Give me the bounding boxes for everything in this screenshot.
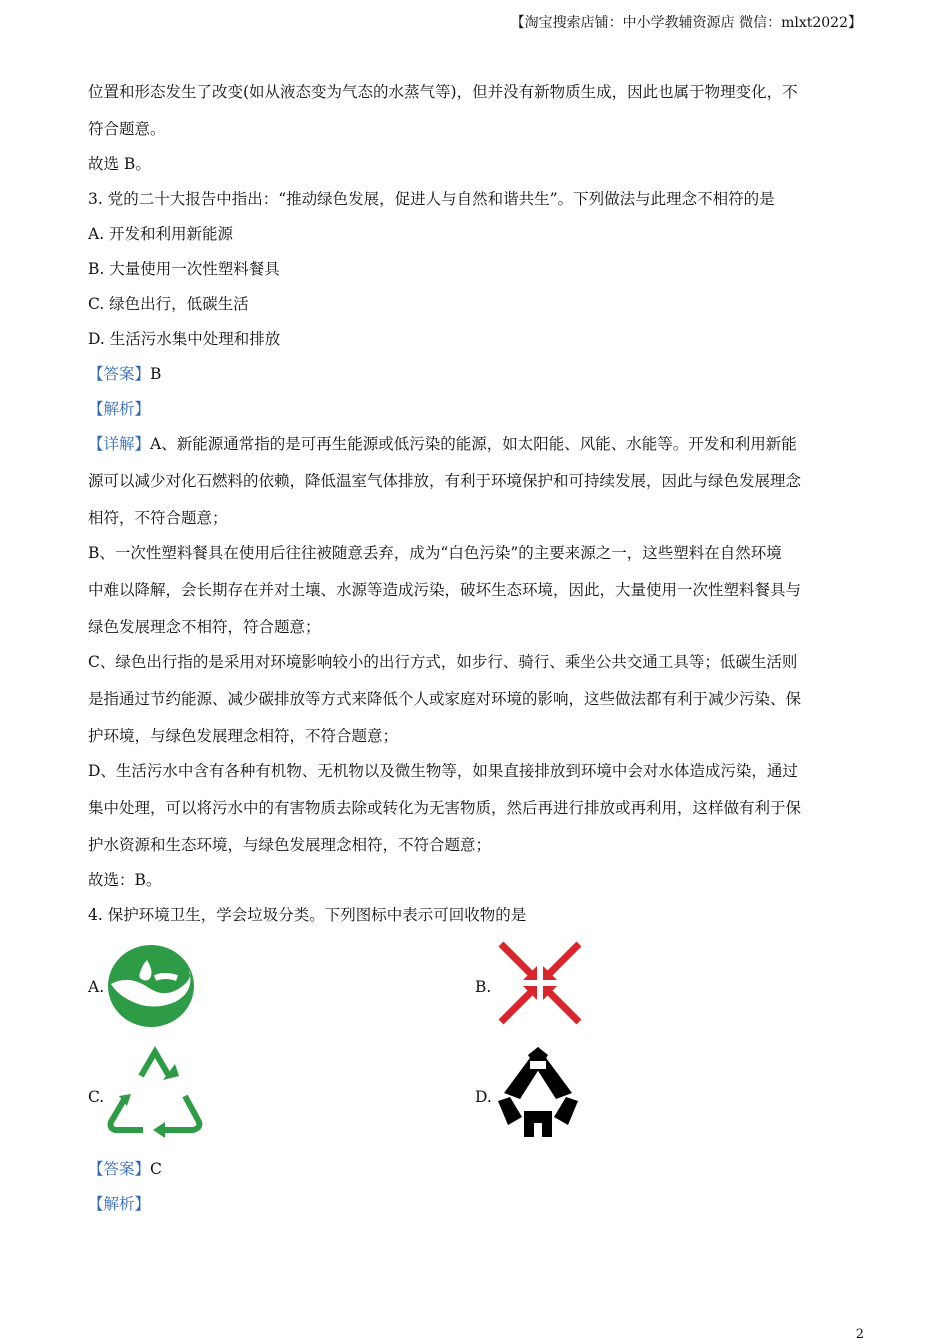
conclusion: 故选：B。 bbox=[88, 871, 162, 889]
answer-value: C bbox=[150, 1160, 162, 1178]
answer-tag: 【答案】 bbox=[88, 365, 151, 383]
other-waste-icon bbox=[494, 1045, 582, 1141]
detail-line: C、绿色出行指的是采用对环境影响较小的出行方式，如步行、骑行、乘坐公共交通工具等；低碳生活则 bbox=[88, 653, 798, 671]
detail-line: 源可以减少对化石燃料的依赖，降低温室气体排放，有利于环境保护和可持续发展，因此与绿色发展理念 bbox=[88, 472, 802, 490]
detail-line: 集中处理，可以将污水中的有害物质去除或转化为无害物质，然后再进行排放或再利用，这样做有利于保 bbox=[88, 799, 802, 817]
detail-line bbox=[88, 434, 797, 454]
option-a: A. 开发和利用新能源 bbox=[88, 225, 234, 243]
detail-line: 中难以降解，会长期存在并对土壤、水源等造成污染，破坏生态环境，因此，大量使用一次性塑料餐具与 bbox=[88, 581, 802, 599]
text-line: 符合题意。 bbox=[88, 120, 166, 138]
detail-line: D、生活污水中含有各种有机物、无机物以及微生物等，如果直接排放到环境中会对水体造成污染，通过 bbox=[88, 762, 798, 780]
detail-tag: 【详解】 bbox=[88, 435, 151, 453]
detail-text: A、新能源通常指的是可再生能源或低污染的能源，如太阳能、风能、水能等。开发和利用新能 bbox=[150, 435, 797, 453]
text-line: 位置和形态发生了改变(如从液态变为气态的水蒸气等)，但并没有新物质生成，因此也属于物理变化，不 bbox=[88, 83, 798, 101]
option-b: B. 大量使用一次性塑料餐具 bbox=[88, 260, 280, 278]
detail-line: 绿色发展理念不相符，符合题意； bbox=[88, 618, 321, 636]
detail-line: 相符，不符合题意； bbox=[88, 509, 228, 527]
option-d-label: D. bbox=[475, 1088, 492, 1106]
text-line: 故选 B。 bbox=[88, 155, 151, 173]
answer-tag: 【答案】 bbox=[88, 1160, 151, 1178]
detail-line: B、一次性塑料餐具在使用后往往被随意丢弃，成为“白色污染”的主要来源之一，这些塑料在自然环境 bbox=[88, 544, 782, 562]
kitchen-waste-icon bbox=[107, 944, 195, 1028]
detail-line: 是指通过节约能源、减少碳排放等方式来降低个人或家庭对环境的影响，这些做法都有利于减少污染、保 bbox=[88, 690, 802, 708]
q3-answer bbox=[88, 364, 161, 384]
q3-analysis-tag: 【解析】 bbox=[88, 400, 151, 418]
answer-value: B bbox=[150, 365, 162, 383]
hazardous-waste-icon bbox=[497, 940, 583, 1026]
page-header: 【淘宝搜索店铺：中小学教辅资源店 微信：mlxt2022】 bbox=[510, 15, 862, 31]
option-d: D. 生活污水集中处理和排放 bbox=[88, 330, 281, 348]
option-a-label: A. bbox=[88, 978, 105, 996]
option-b-label: B. bbox=[475, 978, 492, 996]
detail-line: 护水资源和生态环境，与绿色发展理念相符，不符合题意； bbox=[88, 836, 492, 854]
recyclable-icon bbox=[105, 1046, 205, 1138]
detail-line: 护环境，与绿色发展理念相符，不符合题意； bbox=[88, 727, 399, 745]
option-c: C. 绿色出行，低碳生活 bbox=[88, 295, 249, 313]
question-3: 3. 党的二十大报告中指出：“推动绿色发展，促进人与自然和谐共生”。下列做法与此理念不相符的是 bbox=[88, 190, 775, 208]
option-c-label: C. bbox=[88, 1088, 105, 1106]
q4-analysis-tag: 【解析】 bbox=[88, 1195, 151, 1213]
q4-answer bbox=[88, 1159, 162, 1179]
page-number: 2 bbox=[855, 1327, 864, 1342]
question-4: 4. 保护环境卫生，学会垃圾分类。下列图标中表示可回收物的是 bbox=[88, 906, 527, 924]
